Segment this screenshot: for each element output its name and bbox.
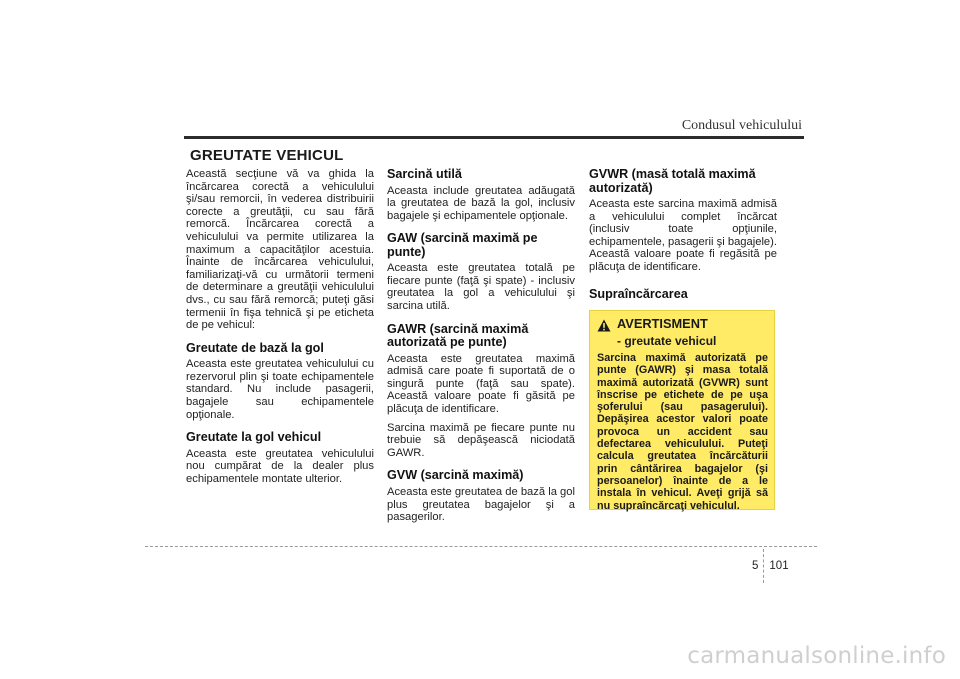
- warning-triangle-icon: [597, 319, 611, 332]
- section-title: GREUTATE VEHICUL: [190, 147, 344, 164]
- heading-gvwr: GVWR (masă totală maximă autorizată): [589, 167, 756, 195]
- gawr-note-paragraph: Sarcina maximă pe fiecare punte nu trebuie să depăşească niciodată GAWR.: [387, 421, 575, 459]
- heading-curb-weight: Greutate de bază la gol: [186, 340, 324, 355]
- column-1: [186, 168, 374, 491]
- warning-title: AVERTISMENT: [617, 316, 708, 331]
- chapter-number: 5: [752, 560, 759, 572]
- cargo-weight-paragraph: Aceasta include greutatea adăugată la greutatea de bază la gol, inclusiv bagajele şi echipamentele opţionale.: [387, 184, 575, 222]
- header-rule: [184, 136, 804, 139]
- warning-header: [597, 317, 768, 332]
- heading-cargo-weight: Sarcină utilă: [387, 167, 462, 181]
- page-number: [752, 549, 789, 583]
- warning-body: Sarcina maximă autorizată pe punte (GAWR) şi masa totală maximă autorizată (GVWR) sunt înscrise pe etichete de pe uşa şoferului (sau pasagerului). Depăşirea acestor valori poate provoca un accident sau defectarea vehiculului. Puteţi calcula greutatea încărcăturii prin cântărirea bagajelor (şi persoanelor) înainte de a le instala în vehicul. Aveţi grijă să nu supraîncărcaţi vehiculul.: [597, 352, 768, 512]
- gaw-paragraph: Aceasta este greutatea totală pe fiecare punte (faţă şi spate) - inclusiv greutatea la gol a vehiculului şi sarcina utilă.: [387, 262, 575, 313]
- column-2: [387, 168, 575, 530]
- heading-gawr: GAWR (sarcină maximă autorizată pe punte): [387, 321, 529, 350]
- heading-overloading: Supraîncărcarea: [589, 286, 688, 301]
- heading-gvw: GVW (sarcină maximă): [387, 468, 524, 483]
- intro-paragraph: Această secţiune vă va ghida la încărcarea corectă a vehiculului şi/sau remorcii, în vederea distribuirii corecte a greutăţii, cu sau fără remorcă. Încărcarea corectă a vehiculului va permite utilizarea la maximum a capacităţilor acestuia. Înainte de încărcarea vehiculului, familiarizaţi-vă cu următorii termeni de determinare a greutăţii vehiculului dvs., cu sau fără remorcă; puteţi găsi termenii în fişa tehnică şi pe eticheta de pe vehicul:: [186, 168, 374, 332]
- footer-rule: [145, 546, 817, 547]
- gvw-paragraph: Aceasta este greutatea de bază la gol plus greutatea bagajelor şi a pasagerilor.: [387, 485, 575, 524]
- header-title: Condusul vehiculului: [681, 118, 802, 133]
- column-3: [589, 168, 777, 304]
- warning-box: [589, 310, 775, 510]
- heading-vehicle-weight: Greutate la gol vehicul: [186, 430, 322, 445]
- warning-subtitle: - greutate vehicul: [617, 334, 717, 348]
- page-number-value: 101: [769, 560, 789, 572]
- page-number-separator: [763, 549, 764, 583]
- heading-gaw: GAW (sarcină maximă pe punte): [387, 231, 538, 259]
- vehicle-weight-paragraph: Aceasta este greutatea vehiculului nou cumpărat de la dealer plus echipamentele montate ulterior.: [186, 447, 374, 485]
- gawr-paragraph: Aceasta este greutatea maximă admisă care poate fi suportată de o singură punte (faţă sau spate). Această valoare poate fi găsită pe plăcuţa de identificare.: [387, 352, 575, 416]
- curb-weight-paragraph: Aceasta este greutatea vehiculului cu rezervorul plin şi toate echipamentele standard. Nu include pasagerii, bagajele sau echipamentele opţionale.: [186, 358, 374, 421]
- gvwr-paragraph: Aceasta este sarcina maximă admisă a vehiculului complet încărcat (inclusiv toate opţiunile, echipamentele, pasagerii şi bagajele). Această valoare poate fi regăsită pe plăcuţa de identificare.: [589, 198, 777, 273]
- watermark: carmanualsonline.info: [687, 643, 946, 669]
